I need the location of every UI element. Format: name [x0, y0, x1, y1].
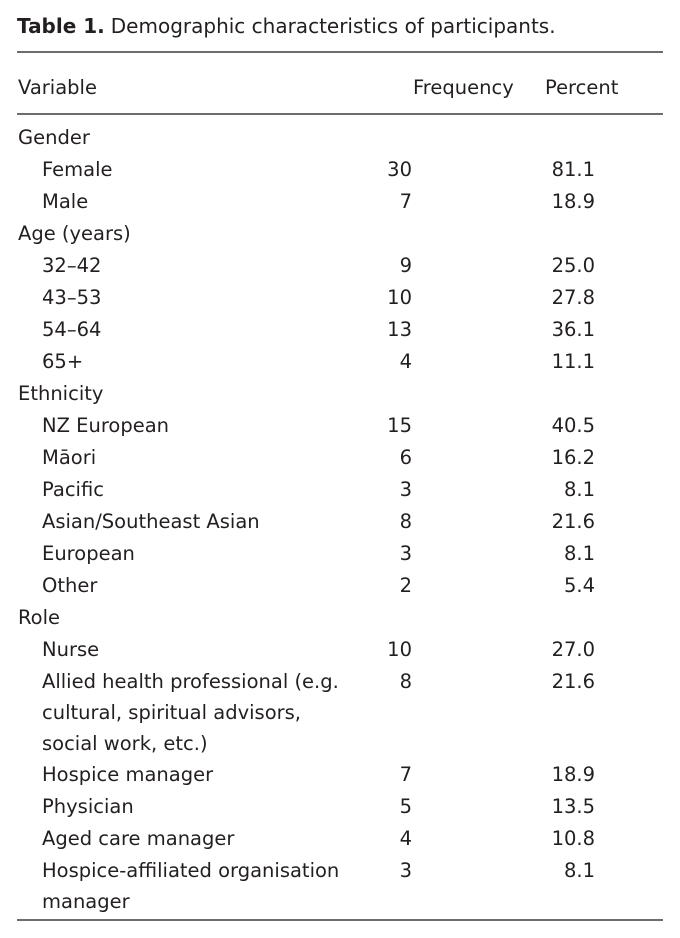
- frequency-cell: 4: [399, 350, 412, 373]
- frequency-cell: 9: [399, 254, 412, 277]
- frequency-cell: 8: [399, 510, 412, 533]
- variable-label: 43–53: [42, 286, 102, 309]
- table-caption: Demographic characteristics of participants.: [110, 14, 556, 38]
- percent-cell: 81.1: [551, 158, 595, 181]
- table-row: [0, 791, 680, 823]
- category-label: Ethnicity: [18, 382, 104, 405]
- table-row: [0, 759, 680, 791]
- variable-label: Asian/Southeast Asian: [42, 510, 260, 533]
- category-row: [0, 602, 680, 634]
- variable-label: 54–64: [42, 318, 102, 341]
- frequency-cell: 5: [399, 795, 412, 818]
- percent-cell: 18.9: [551, 190, 595, 213]
- percent-cell: 16.2: [551, 446, 595, 469]
- table-row: [0, 282, 680, 314]
- variable-label: 65+: [42, 350, 84, 373]
- frequency-cell: 10: [387, 286, 412, 309]
- table-title: [17, 14, 556, 38]
- percent-cell: 27.0: [551, 638, 595, 661]
- category-label: Role: [18, 606, 61, 629]
- frequency-cell: 3: [399, 478, 412, 501]
- frequency-cell: 10: [387, 638, 412, 661]
- variable-label: 32–42: [42, 254, 102, 277]
- table-row: [0, 346, 680, 378]
- variable-label: Physician: [42, 795, 134, 818]
- variable-label: Aged care manager: [42, 827, 235, 850]
- variable-label: NZ European: [42, 414, 170, 437]
- frequency-cell: 30: [387, 158, 412, 181]
- table-row: [0, 570, 680, 602]
- table-row: [0, 666, 680, 759]
- variable-label: Allied health professional (e.g. cultural, spiritual advisors, social work, etc.): [42, 670, 339, 755]
- variable-label: Other: [42, 574, 98, 597]
- frequency-cell: 7: [399, 190, 412, 213]
- variable-label: Hospice manager: [42, 763, 214, 786]
- table-row: [0, 250, 680, 282]
- frequency-cell: 2: [399, 574, 412, 597]
- header-variable: Variable: [18, 76, 97, 99]
- percent-cell: 25.0: [551, 254, 595, 277]
- percent-cell: 27.8: [551, 286, 595, 309]
- frequency-cell: 3: [399, 859, 412, 882]
- percent-cell: 11.1: [551, 350, 595, 373]
- table-row: [0, 855, 680, 917]
- top-rule: [17, 51, 663, 53]
- percent-cell: 8.1: [563, 478, 595, 501]
- percent-cell: 21.6: [551, 670, 595, 693]
- frequency-cell: 3: [399, 542, 412, 565]
- percent-cell: 5.4: [563, 574, 595, 597]
- table-row: [0, 474, 680, 506]
- frequency-cell: 4: [399, 827, 412, 850]
- frequency-cell: 13: [387, 318, 412, 341]
- table-row: [0, 154, 680, 186]
- variable-label: European: [42, 542, 135, 565]
- percent-cell: 36.1: [551, 318, 595, 341]
- table-body: [0, 122, 680, 917]
- variable-label: Hospice-affiliated organisation manager: [42, 859, 340, 913]
- frequency-cell: 6: [399, 446, 412, 469]
- percent-cell: 8.1: [563, 859, 595, 882]
- variable-label: Female: [42, 158, 113, 181]
- bottom-rule: [17, 919, 663, 921]
- table-row: [0, 442, 680, 474]
- category-label: Gender: [18, 126, 90, 149]
- table-row: [0, 506, 680, 538]
- variable-label: Māori: [42, 446, 97, 469]
- header-rule: [17, 113, 663, 115]
- category-row: [0, 378, 680, 410]
- category-row: [0, 218, 680, 250]
- header-percent: Percent: [545, 76, 619, 99]
- percent-cell: 8.1: [563, 542, 595, 565]
- variable-label: Male: [42, 190, 89, 213]
- table-row: [0, 823, 680, 855]
- table-row: [0, 634, 680, 666]
- percent-cell: 10.8: [551, 827, 595, 850]
- variable-label: Pacific: [42, 478, 104, 501]
- table-number: Table 1.: [17, 14, 105, 38]
- category-label: Age (years): [18, 222, 131, 245]
- percent-cell: 21.6: [551, 510, 595, 533]
- table-row: [0, 186, 680, 218]
- table-row: [0, 314, 680, 346]
- frequency-cell: 15: [387, 414, 412, 437]
- percent-cell: 13.5: [551, 795, 595, 818]
- table-row: [0, 410, 680, 442]
- percent-cell: 18.9: [551, 763, 595, 786]
- percent-cell: 40.5: [551, 414, 595, 437]
- header-frequency: Frequency: [413, 76, 514, 99]
- frequency-cell: 7: [399, 763, 412, 786]
- variable-label: Nurse: [42, 638, 100, 661]
- table-row: [0, 538, 680, 570]
- category-row: [0, 122, 680, 154]
- frequency-cell: 8: [399, 670, 412, 693]
